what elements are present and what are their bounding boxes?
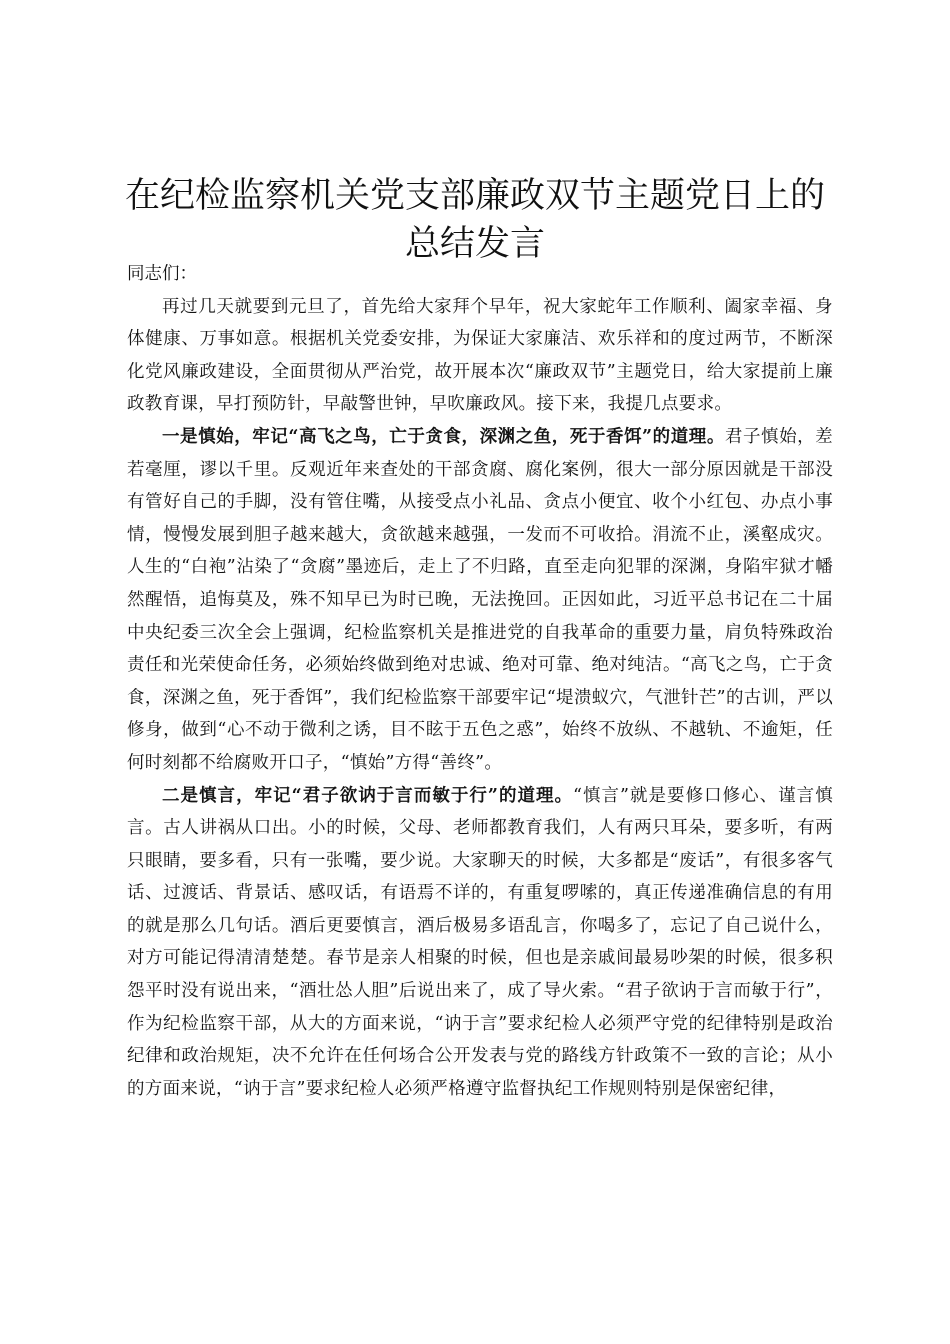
salutation: 同志们： bbox=[127, 264, 197, 284]
point-2-lead: 二是慎言，牢记“君子欲讷于言而敏于行”的道理。 bbox=[162, 785, 574, 806]
point-2-text: “慎言”就是要修口修心、谨言慎言。古人讲祸从口出。小的时候，父母、老师都教育我们，人有两只耳朵，要多听，有两只眼睛，要多看，只有一张嘴，要少说。大家聊天的时候，大多都是“废话”，有很多客气话、过渡话、背景话、感叹话，有语焉不详的，有重复啰嗦的，真正传递准确信息的有用的就是那么几句话。酒后更要慎言，酒后极易多语乱言，你喝多了，忘记了自己说什么，对方可能记得清清楚楚。春节是亲人相聚的时候，但也是亲戚间最易吵架的时候，很多积怨平时没有说出来，“酒壮怂人胆”后说出来了，成了导火索。“君子欲讷于言而敏于行”，作为纪检监察干部，从大的方面来说，“讷于言”要求纪检人必须严守党的纪律特别是政治纪律和政治规矩，决不允许在任何场合公开发表与党的路线方针政策不一致的言论；从小的方面来说，“讷于言”要求纪检人必须严格遵守监督执纪工作规则特别是保密纪律， bbox=[127, 785, 833, 1099]
page-title bbox=[100, 172, 850, 268]
point-2-paragraph bbox=[127, 780, 833, 1106]
title-line-2: 总结发言 bbox=[404, 224, 545, 264]
title-line-1: 在纪检监察机关党支部廉政双节主题党日上的 bbox=[124, 176, 825, 216]
document-body bbox=[127, 258, 833, 1105]
point-1-paragraph bbox=[127, 421, 833, 780]
point-1-text: 君子慎始，差若毫厘，谬以千里。反观近年来查处的干部贪腐、腐化案例，很大一部分原因就是干部没有管好自己的手脚，没有管住嘴，从接受点小礼品、贪点小便宜、收个小红包、办点小事情，慢慢发展到胆子越来越大，贪欲越来越强，一发而不可收拾。涓流不止，溪壑成灾。人生的“白袍”沾染了“贪腐”墨迹后，走上了不归路，直至走向犯罪的深渊，身陷牢狱才幡然醒悟，追悔莫及，殊不知早已为时已晚，无法挽回。正因如此，习近平总书记在二十届中央纪委三次全会上强调，纪检监察机关是推进党的自我革命的重要力量，肩负特殊政治责任和光荣使命任务，必须始终做到绝对忠诚、绝对可靠、绝对纯洁。“高飞之鸟，亡于贪食，深渊之鱼，死于香饵”，我们纪检监察干部要牢记“堤溃蚁穴，气泄针芒”的古训，严以修身，做到“心不动于微利之诱，目不眩于五色之惑”，始终不放纵、不越轨、不逾矩，任何时刻都不给腐败开口子，“慎始”方得“善终”。 bbox=[127, 426, 833, 773]
point-1-lead: 一是慎始，牢记“高飞之鸟，亡于贪食，深渊之鱼，死于香饵”的道理。 bbox=[162, 426, 725, 447]
intro-paragraph: 再过几天就要到元旦了，首先给大家拜个早年，祝大家蛇年工作顺利、阖家幸福、身体健康、万事如意。根据机关党委安排，为保证大家廉洁、欢乐祥和的度过两节，不断深化党风廉政建设，全面贯彻从严治党，故开展本次“廉政双节”主题党日，给大家提前上廉政教育课，早打预防针，早敲警世钟，早吹廉政风。接下来，我提几点要求。 bbox=[127, 296, 833, 415]
